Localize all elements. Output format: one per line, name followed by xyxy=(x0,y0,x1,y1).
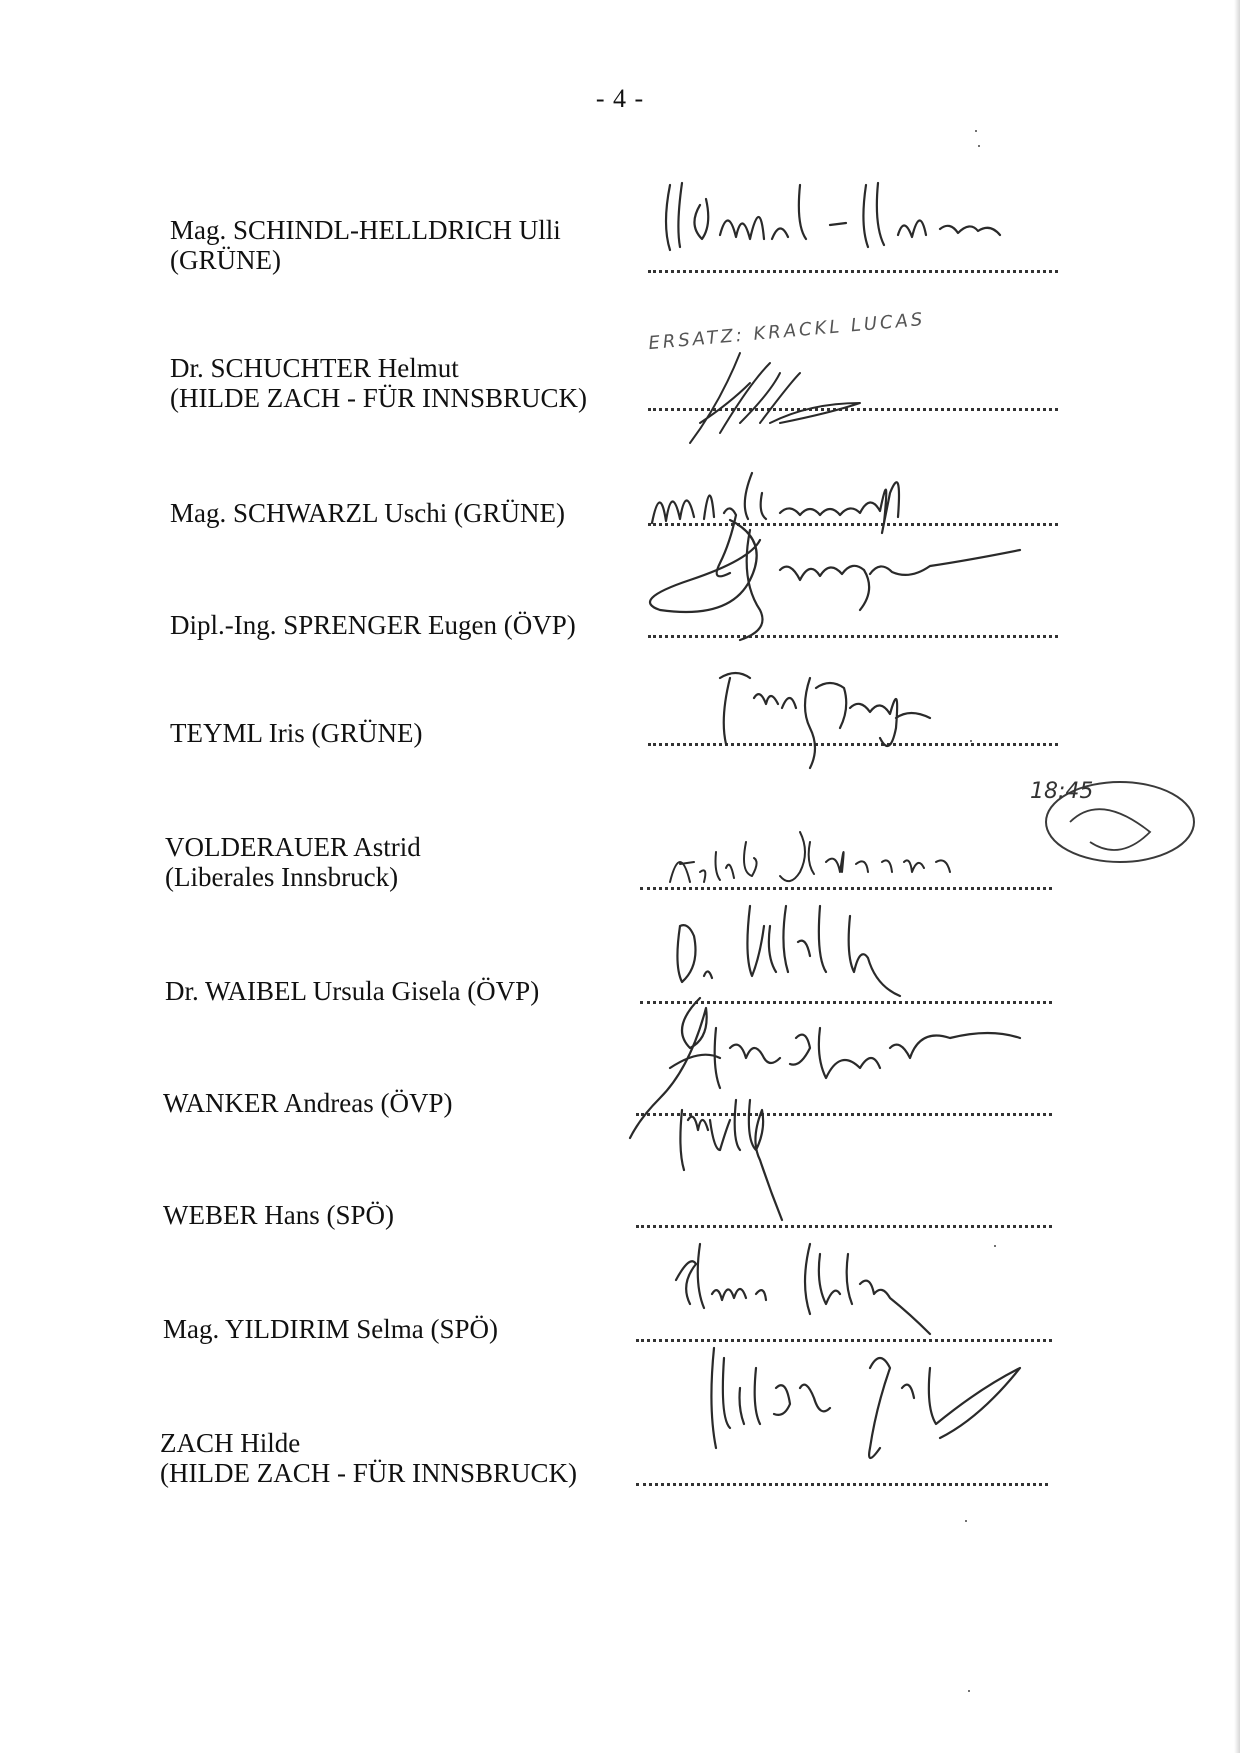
member-name-line: WANKER Andreas (ÖVP) xyxy=(163,1088,453,1118)
member-name xyxy=(165,832,421,892)
scan-speck xyxy=(978,145,980,147)
signature-line xyxy=(640,1001,1052,1004)
signature-entry-waibel xyxy=(0,896,1240,1006)
member-name-line: Dipl.-Ing. SPRENGER Eugen (ÖVP) xyxy=(170,610,576,640)
member-name xyxy=(163,1088,452,1118)
member-name-line: Mag. SCHINDL-HELLDRICH Ulli xyxy=(170,215,561,245)
signature-line xyxy=(648,523,1058,526)
member-name-line: VOLDERAUER Astrid xyxy=(165,832,421,862)
signature-entry-schwarzl xyxy=(0,418,1240,528)
signature-entry-yildirim xyxy=(0,1234,1240,1344)
member-name-line: Mag. YILDIRIM Selma (SPÖ) xyxy=(163,1314,498,1344)
signature-entry-volderauer xyxy=(0,779,1240,892)
signature-entry-teyml xyxy=(0,638,1240,748)
member-name xyxy=(170,610,576,640)
scan-speck xyxy=(968,1690,970,1692)
signature-line xyxy=(648,270,1058,273)
handwritten-signature xyxy=(660,886,1020,1016)
member-name-line: Dr. WAIBEL Ursula Gisela (ÖVP) xyxy=(165,976,540,1006)
signature-entry-schindl-helldrich xyxy=(0,165,1240,275)
signature-line xyxy=(640,887,1052,890)
member-name-line: ZACH Hilde xyxy=(160,1428,301,1458)
member-party-line: (HILDE ZACH - FÜR INNSBRUCK) xyxy=(170,383,587,413)
scan-speck xyxy=(965,1520,967,1522)
member-party-line: (Liberales Innsbruck) xyxy=(165,862,399,892)
signature-line xyxy=(636,1225,1052,1228)
scan-speck xyxy=(994,1245,996,1247)
member-name xyxy=(170,353,587,413)
member-name-line: Mag. SCHWARZL Uschi (GRÜNE) xyxy=(170,498,565,528)
signature-entry-wanker xyxy=(0,1008,1240,1118)
member-name xyxy=(170,215,561,275)
time-note: 18:45 xyxy=(1030,779,1094,804)
handwritten-signature xyxy=(640,165,1100,275)
signature-entry-weber xyxy=(0,1120,1240,1230)
signature-entry-schuchter xyxy=(0,303,1240,413)
member-name-line: TEYML Iris (GRÜNE) xyxy=(170,718,423,748)
signature-line xyxy=(636,1113,1052,1116)
signature-line xyxy=(648,408,1058,411)
member-name-line: Dr. SCHUCHTER Helmut xyxy=(170,353,459,383)
scan-speck xyxy=(975,130,977,132)
member-name xyxy=(160,1428,577,1488)
member-name xyxy=(163,1200,394,1230)
member-name-line: WEBER Hans (SPÖ) xyxy=(163,1200,394,1230)
signature-line xyxy=(648,743,1058,746)
handwritten-signature xyxy=(680,1328,1100,1478)
scan-speck xyxy=(970,740,972,742)
handwritten-signature xyxy=(700,648,1000,788)
member-name xyxy=(163,1314,498,1344)
member-party-line: (HILDE ZACH - FÜR INNSBRUCK) xyxy=(160,1458,577,1488)
signature-line xyxy=(636,1339,1052,1342)
handwritten-signature xyxy=(660,1224,1020,1354)
signature-line xyxy=(636,1483,1048,1486)
signature-entry-sprenger xyxy=(0,530,1240,640)
member-party-line: (GRÜNE) xyxy=(170,245,281,275)
member-name xyxy=(165,976,539,1006)
member-name xyxy=(170,718,422,748)
time-stamp-note xyxy=(1010,772,1210,872)
member-name xyxy=(170,498,565,528)
page-number: - 4 - xyxy=(595,84,645,113)
scan-edge xyxy=(1234,0,1240,1753)
substitute-note: ERSATZ: KRACKL LUCAS xyxy=(647,308,927,355)
signature-entry-zach xyxy=(0,1378,1240,1488)
